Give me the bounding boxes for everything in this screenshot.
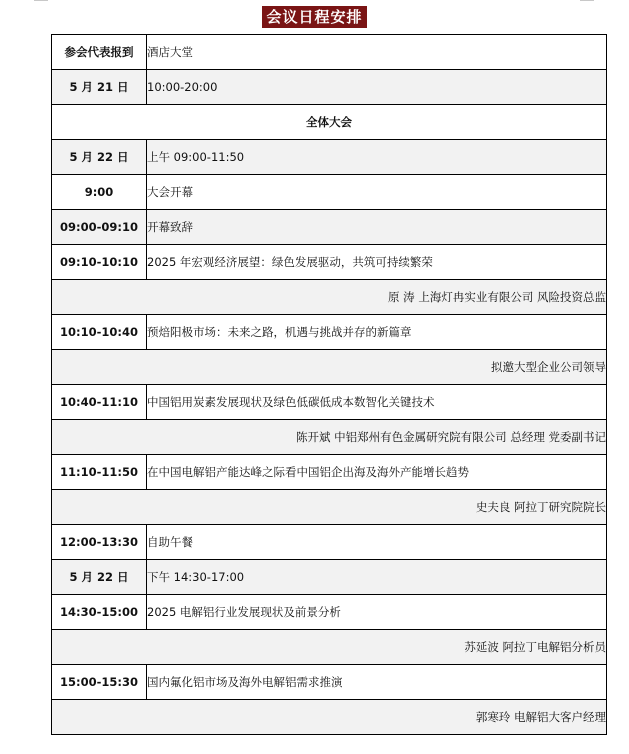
row-content: 10:00-20:00 — [147, 70, 607, 105]
row-time: 参会代表报到 — [52, 35, 147, 70]
speaker-info: 拟邀大型企业公司领导 — [52, 350, 607, 385]
crop-mark-right — [580, 0, 594, 1]
row-content: 开幕致辞 — [147, 210, 607, 245]
row-time: 09:10-10:10 — [52, 245, 147, 280]
schedule-table — [51, 34, 607, 735]
row-content: 大会开幕 — [147, 175, 607, 210]
row-time: 11:10-11:50 — [52, 455, 147, 490]
section-header: 全体大会 — [52, 105, 607, 140]
row-content: 中国铝用炭素发展现状及绿色低碳低成本数智化关键技术 — [147, 385, 607, 420]
table-row — [52, 245, 607, 280]
row-time: 09:00-09:10 — [52, 210, 147, 245]
speaker-info: 陈开斌 中铝郑州有色金属研究院有限公司 总经理 党委副书记 — [52, 420, 607, 455]
row-content: 国内氟化铝市场及海外电解铝需求推演 — [147, 665, 607, 700]
row-content: 预焙阳极市场：未来之路，机遇与挑战并存的新篇章 — [147, 315, 607, 350]
row-time: 10:40-11:10 — [52, 385, 147, 420]
row-content: 酒店大堂 — [147, 35, 607, 70]
speaker-info: 史夫良 阿拉丁研究院院长 — [52, 490, 607, 525]
row-time: 12:00-13:30 — [52, 525, 147, 560]
speaker-row — [52, 490, 607, 525]
table-row — [52, 665, 607, 700]
table-row — [52, 175, 607, 210]
table-row — [52, 455, 607, 490]
table-row — [52, 560, 607, 595]
page-title: 会议日程安排 — [262, 6, 366, 28]
table-row — [52, 315, 607, 350]
table-row — [52, 35, 607, 70]
table-row — [52, 385, 607, 420]
row-content: 在中国电解铝产能达峰之际看中国铝企出海及海外产能增长趋势 — [147, 455, 607, 490]
speaker-row — [52, 420, 607, 455]
speaker-row — [52, 700, 607, 735]
table-row — [52, 70, 607, 105]
crop-mark-left — [34, 0, 48, 1]
speaker-row — [52, 280, 607, 315]
row-content: 2025 年宏观经济展望：绿色发展驱动，共筑可持续繁荣 — [147, 245, 607, 280]
row-content: 上午 09:00-11:50 — [147, 140, 607, 175]
speaker-row — [52, 630, 607, 665]
row-content: 下午 14:30-17:00 — [147, 560, 607, 595]
table-row — [52, 140, 607, 175]
title-wrap — [0, 6, 629, 28]
table-row — [52, 595, 607, 630]
row-time: 9:00 — [52, 175, 147, 210]
section-header-row — [52, 105, 607, 140]
row-time: 15:00-15:30 — [52, 665, 147, 700]
row-time: 5 月 21 日 — [52, 70, 147, 105]
speaker-info: 郭寒玲 电解铝大客户经理 — [52, 700, 607, 735]
table-row — [52, 210, 607, 245]
table-row — [52, 525, 607, 560]
row-time: 5 月 22 日 — [52, 560, 147, 595]
speaker-row — [52, 350, 607, 385]
row-time: 5 月 22 日 — [52, 140, 147, 175]
row-content: 2025 电解铝行业发展现状及前景分析 — [147, 595, 607, 630]
row-content: 自助午餐 — [147, 525, 607, 560]
row-time: 10:10-10:40 — [52, 315, 147, 350]
row-time: 14:30-15:00 — [52, 595, 147, 630]
speaker-info: 原 涛 上海灯冉实业有限公司 风险投资总监 — [52, 280, 607, 315]
speaker-info: 苏延波 阿拉丁电解铝分析员 — [52, 630, 607, 665]
